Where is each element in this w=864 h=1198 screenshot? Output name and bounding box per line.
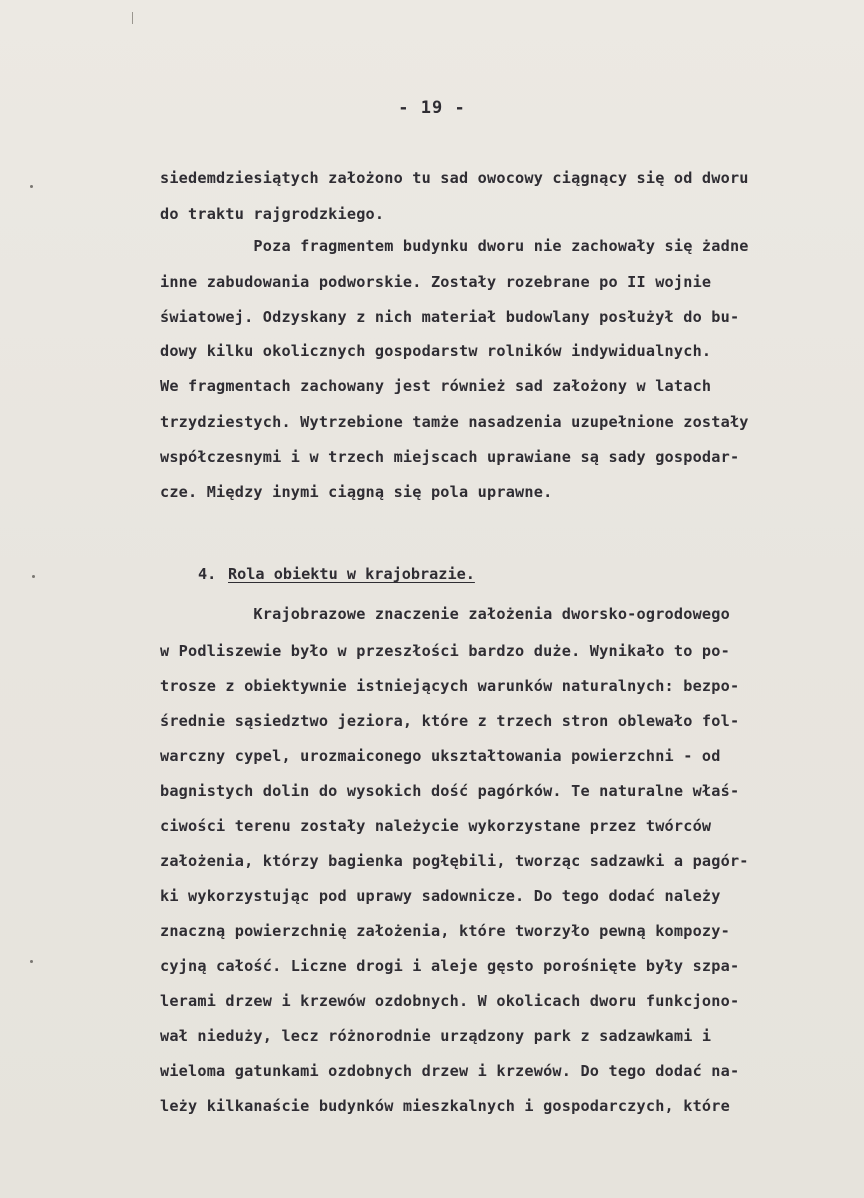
text-line: ciwości terenu zostały należycie wykorzystane przez twórców [160, 817, 712, 835]
text-line: lerami drzew i krzewów ozdobnych. W okolicach dworu funkcjono- [160, 992, 740, 1010]
text-line: wieloma gatunkami ozdobnych drzew i krzewów. Do tego dodać na- [160, 1062, 740, 1080]
text-line: bagnistych dolin do wysokich dość pagórków. Te naturalne właś- [160, 782, 740, 800]
text-line: trosze z obiektywnie istniejących warunków naturalnych: bezpo- [160, 677, 740, 695]
page-number: - 19 - [398, 98, 466, 118]
paper-speck [32, 575, 35, 578]
text-line: inne zabudowania podworskie. Zostały rozebrane po II wojnie [160, 273, 712, 291]
paper-mark [132, 12, 133, 24]
text-line: Krajobrazowe znaczenie założenia dworsko-ogrodowego [160, 605, 730, 623]
text-line: wał nieduży, lecz różnorodnie urządzony park z sadzawkami i [160, 1027, 712, 1045]
text-line: cze. Między inymi ciągną się pola uprawne. [160, 483, 553, 501]
text-line: trzydziestych. Wytrzebione tamże nasadzenia uzupełnione zostały [160, 413, 749, 431]
section-heading: Rola obiektu w krajobrazie. [228, 565, 475, 583]
text-line: leży kilkanaście budynków mieszkalnych i gospodarczych, które [160, 1097, 730, 1115]
text-line: cyjną całość. Liczne drogi i aleje gęsto porośnięte były szpa- [160, 957, 740, 975]
text-line: siedemdziesiątych założono tu sad owocowy ciągnący się od dworu [160, 169, 749, 187]
text-line: światowej. Odzyskany z nich materiał budowlany posłużył do bu- [160, 308, 740, 326]
paper-speck [30, 960, 33, 963]
section-number: 4. [198, 565, 217, 583]
text-line: współczesnymi i w trzech miejscach uprawiane są sady gospodar- [160, 448, 740, 466]
text-line: w Podliszewie było w przeszłości bardzo duże. Wynikało to po- [160, 642, 730, 660]
text-line: założenia, którzy bagienka pogłębili, tworząc sadzawki a pagór- [160, 852, 749, 870]
text-line: ki wykorzystując pod uprawy sadownicze. Do tego dodać należy [160, 887, 721, 905]
text-line: warczny cypel, urozmaiconego ukształtowania powierzchni - od [160, 747, 721, 765]
text-line: We fragmentach zachowany jest również sad założony w latach [160, 377, 712, 395]
text-line: do traktu rajgrodzkiego. [160, 205, 385, 223]
text-line: dowy kilku okolicznych gospodarstw rolników indywidualnych. [160, 342, 712, 360]
text-line: Poza fragmentem budynku dworu nie zachowały się żadne [160, 237, 749, 255]
text-line: średnie sąsiedztwo jeziora, które z trzech stron oblewało fol- [160, 712, 740, 730]
text-line: znaczną powierzchnię założenia, które tworzyło pewną kompozy- [160, 922, 730, 940]
paper-speck [30, 185, 33, 188]
